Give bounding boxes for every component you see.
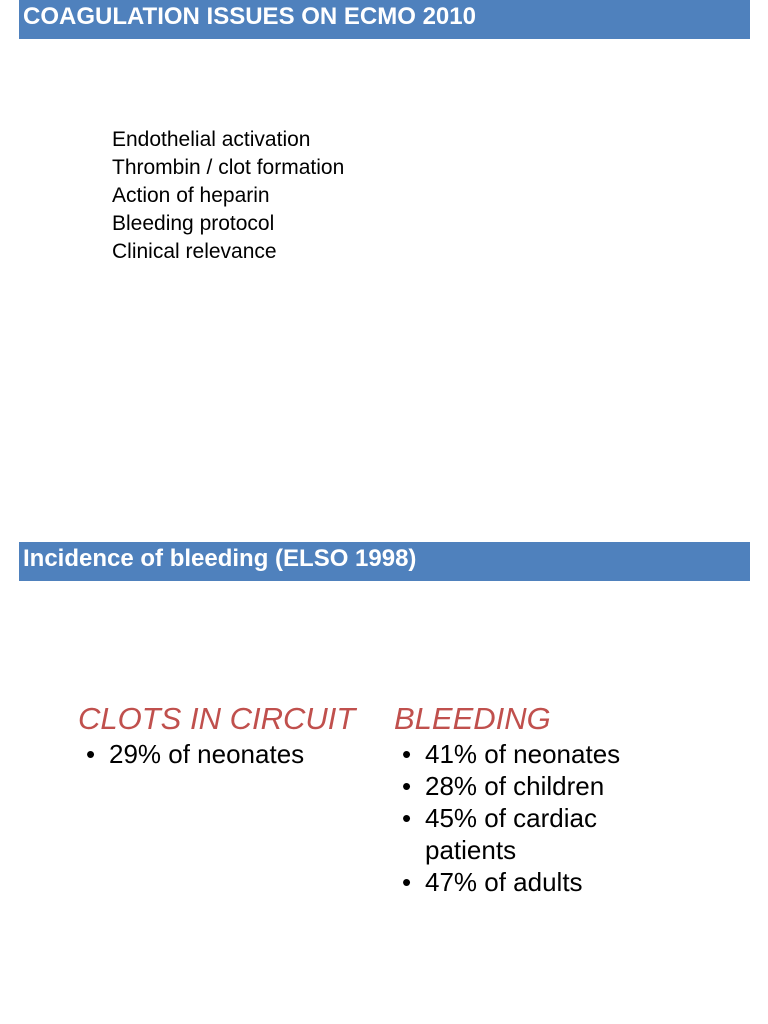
list-item [394, 770, 645, 802]
list-item [394, 738, 645, 770]
clots-list [78, 738, 355, 770]
list-item [394, 802, 645, 866]
topic-item: Endothelial activation [112, 128, 311, 151]
slide-1-title: COAGULATION ISSUES ON ECMO 2010 [23, 3, 476, 30]
bleeding-item-text: 47% of adults [425, 867, 583, 897]
list-item [394, 866, 645, 898]
clots-item-text: 29% of neonates [109, 739, 305, 769]
bullet-icon: • [86, 739, 96, 769]
topic-item: Thrombin / clot formation [112, 156, 345, 179]
bleeding-item-text: 41% of neonates [425, 739, 621, 769]
clots-heading: CLOTS IN CIRCUIT [78, 701, 356, 736]
list-item [78, 738, 355, 770]
topic-item: Bleeding protocol [112, 212, 275, 235]
bleeding-item-text: 45% of cardiac patients [425, 803, 597, 865]
bleeding-heading: BLEEDING [394, 701, 551, 736]
clots-column [78, 700, 355, 770]
bullet-icon: • [402, 803, 412, 833]
bleeding-column [394, 700, 645, 898]
bleeding-item-text: 28% of children [425, 771, 605, 801]
bleeding-list [394, 738, 645, 898]
bullet-icon: • [402, 739, 412, 769]
slide-2-title-banner [19, 542, 750, 581]
slide-1-title-banner [19, 0, 750, 39]
slide-2-title: Incidence of bleeding (ELSO 1998) [23, 545, 417, 572]
topic-item: Action of heparin [112, 184, 270, 207]
topic-list [112, 126, 344, 266]
bullet-icon: • [402, 771, 412, 801]
topic-item: Clinical relevance [112, 240, 277, 263]
bullet-icon: • [402, 867, 412, 897]
